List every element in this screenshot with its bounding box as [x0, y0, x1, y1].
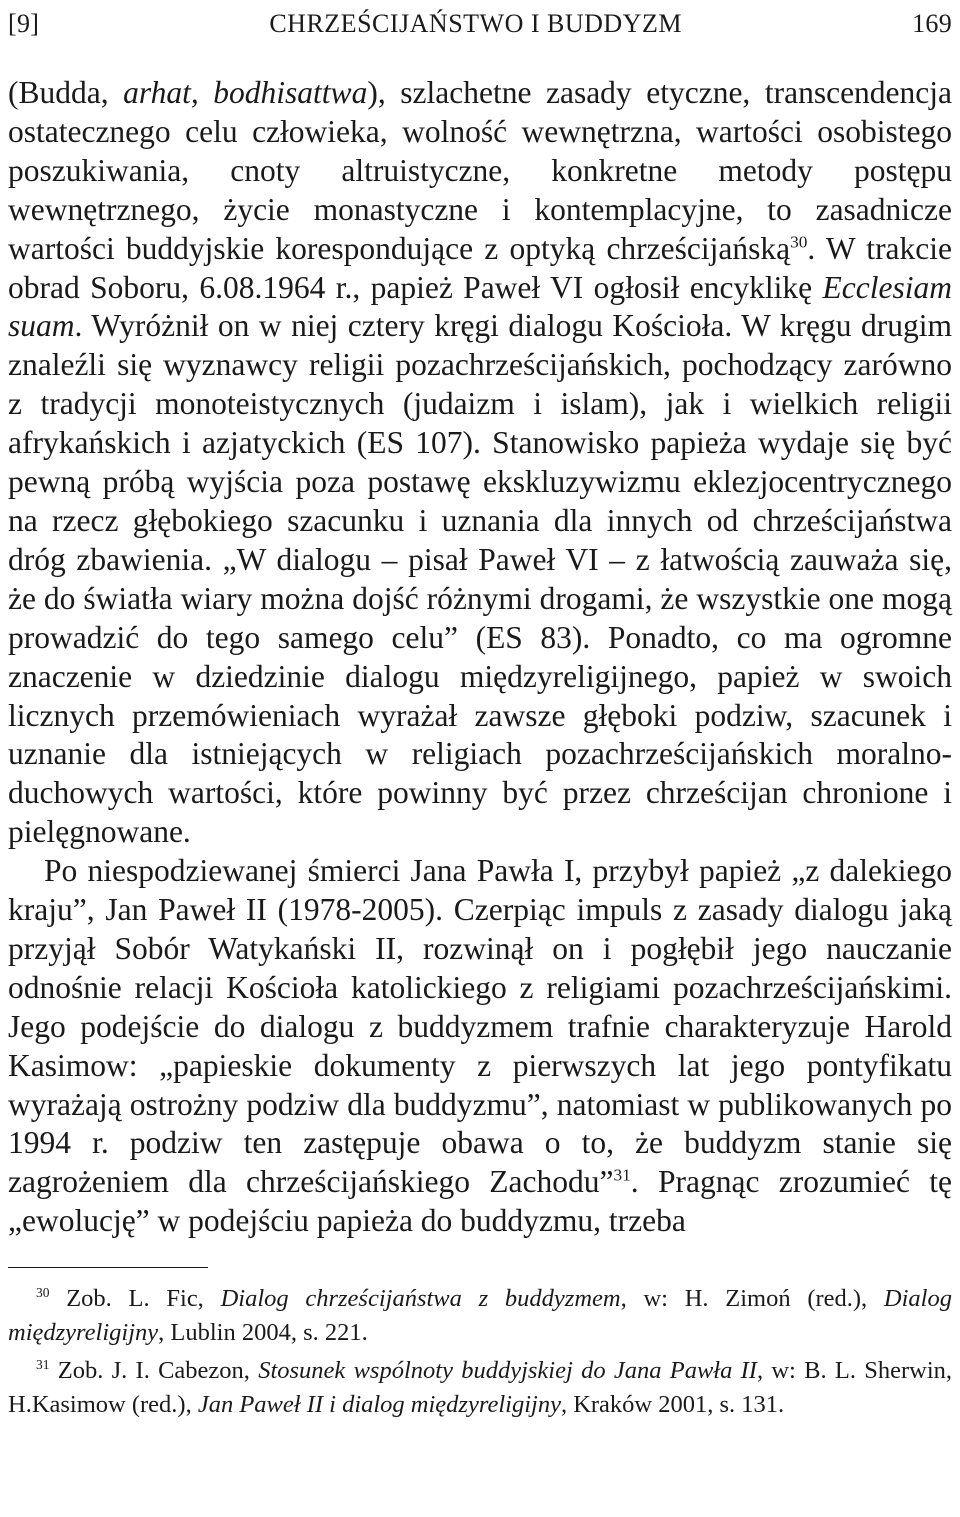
text-run: , Lublin 2004, s. 221.: [158, 1319, 368, 1347]
footnote: [8, 1282, 952, 1350]
main-text: [8, 74, 952, 1241]
text-run: , w: B. L. Sherwin, H.Kasimow (red.),: [8, 1357, 953, 1419]
italic-term: arhat, bodhisattwa: [123, 75, 368, 110]
page-number: 169: [912, 9, 952, 38]
footnote: [8, 1354, 952, 1422]
running-header: [8, 4, 952, 44]
footnotes: [8, 1282, 952, 1422]
italic-title: Jan Paweł II i dialog międzyreligijny: [197, 1391, 561, 1419]
italic-title: Ecclesiam suam: [8, 269, 952, 344]
text-run: . Pragnąc zrozumieć tę „ewolucję” w podejściu papieża do buddyzmu, trzeba: [8, 1164, 953, 1239]
text-run: Zob. J. I. Cabezon,: [49, 1357, 259, 1385]
section-number: [9]: [8, 9, 40, 38]
footnote-ref[interactable]: 30: [790, 232, 808, 252]
text-run: ), szlachetne zasady etyczne, transcendencja ostatecznego celu człowieka, wolność wewnętrzna, wartości osobistego poszukiwania, cnoty altruistyczne, konkretne metody postępu wewnętrznego, życie monastyczne i kontemplacyjne, to zasadnicze wartości buddyjskie korespondujące z optyką chrześcijańską: [8, 75, 952, 266]
italic-title: Dialog chrześcijaństwa z buddyzmem: [220, 1285, 621, 1313]
footnote-number: 31: [36, 1357, 50, 1373]
text-run: (Budda,: [8, 75, 124, 110]
paragraph: [8, 74, 952, 852]
text-run: , w: H. Zimoń (red.),: [620, 1285, 884, 1313]
footnote-ref[interactable]: 31: [613, 1165, 631, 1185]
text-run: . Wyróżnił on w niej cztery kręgi dialogu Kościoła. W kręgu drugim znaleźli się wyznawcy religii pozachrześcijańskich, pochodzący zarówno z tradycji monoteistycznych (judaizm i islam), jak i wielkich religii afrykańskich i azjatyckich (ES 107). Stanowisko papieża wydaje się być pewną próbą wyjścia poza postawę ekskluzywizmu eklezjocentrycznego na rzecz głębokiego szacunku i uznania dla innych od chrześcijaństwa dróg zbawienia. „W dialogu – pisał Paweł VI – z łatwością zauważa się, że do światła wiary można dojść różnymi drogami, że wszystkie one mogą prowadzić do tego samego celu” (ES 83). Ponadto, co ma ogromne znaczenie w dziedzinie dialogu międzyreligijnego, papież w swoich licznych przemówieniach wyrażał zawsze głęboki podziw, szacunek i uznanie dla istniejących w religiach pozachrześcijańskich moralno-duchowych wartości, które powinny być przez chrześcijan chronione i pielęgnowane.: [8, 308, 952, 850]
text-run: Zob. L. Fic,: [49, 1285, 221, 1313]
running-title: CHRZEŚCIJAŃSTWO I BUDDYZM: [269, 9, 682, 38]
text-run: , Kraków 2001, s. 131.: [560, 1391, 785, 1419]
footnote-separator: [8, 1267, 208, 1268]
italic-title: Stosunek wspólnoty buddyjskiej do Jana Pawła II: [258, 1357, 757, 1385]
text-run: Po niespodziewanej śmierci Jana Pawła I, przybył papież „z dalekiego kraju”, Jan Paweł II (1978-2005). Czerpiąc impuls z zasady dialogu jaką przyjął Sobór Watykański II, rozwinął on i pogłębił jego nauczanie odnośnie relacji Kościoła katolickiego z religiami pozachrześcijańskimi. Jego podejście do dialogu z buddyzmem trafnie charakteryzuje Harold Kasimow: „papieskie dokumenty z pierwszych lat jego pontyfikatu wyrażają ostrożny podziw dla buddyzmu”, natomiast w publikowanych po 1994 r. podziw ten zastępuje obawa o to, że buddyzm stanie się zagrożeniem dla chrześcijańskiego Zachodu”: [8, 853, 952, 1200]
footnote-number: 30: [36, 1285, 50, 1301]
italic-title: Dialog międzyreligijny: [8, 1285, 952, 1347]
paragraph: [8, 852, 952, 1241]
text-run: . W trakcie obrad Soboru, 6.08.1964 r., papież Paweł VI ogłosił encyklikę: [8, 230, 952, 305]
